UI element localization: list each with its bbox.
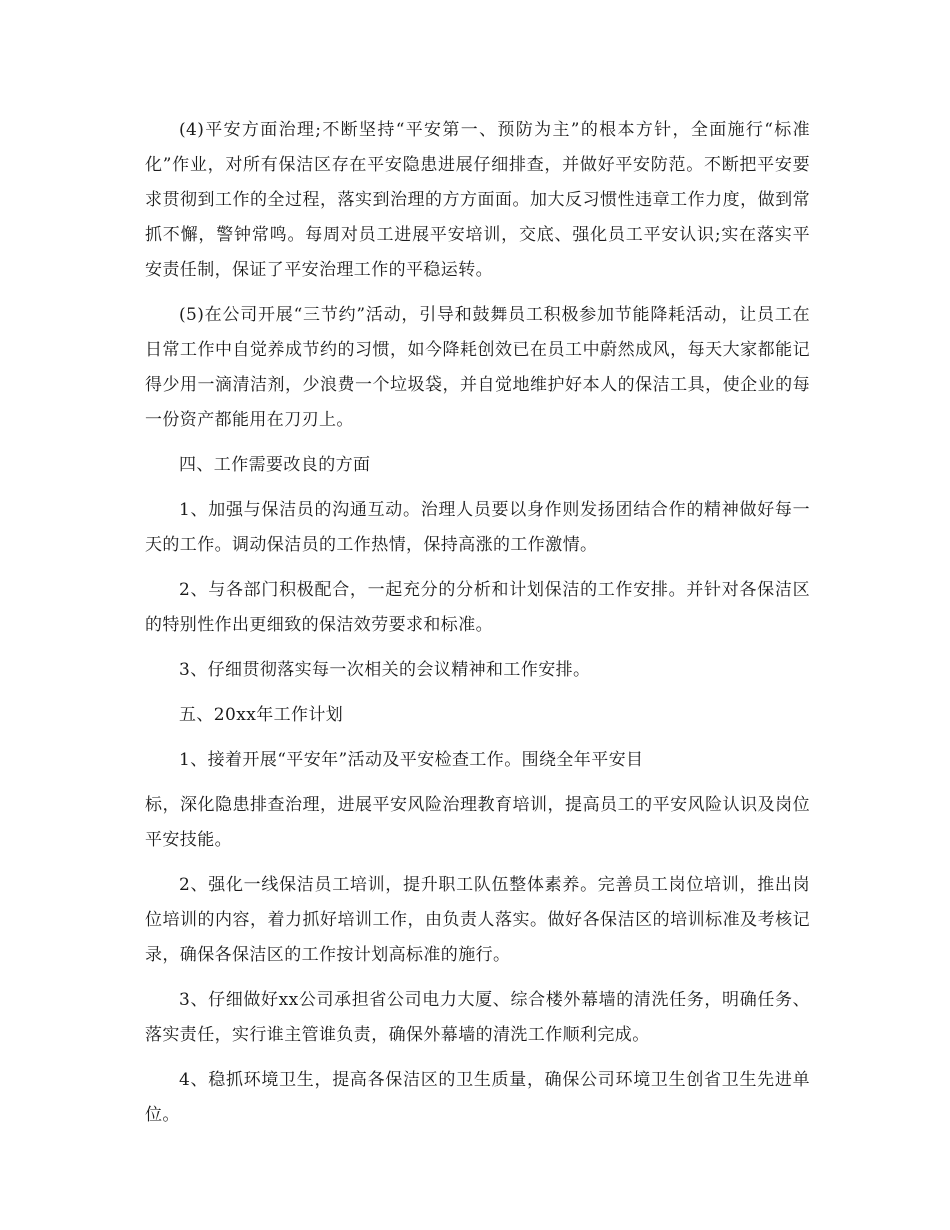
- paragraph-improvement-2: 2、与各部门积极配合，一起充分的分析和计划保洁的工作安排。并针对各保洁区的特别性作出更细致的保洁效劳要求和标准。: [145, 580, 810, 635]
- paragraph-improvement-1: 1、加强与保洁员的沟通互动。治理人员要以身作则发扬团结合作的精神做好每一天的工作。调动保洁员的工作热情，保持高涨的工作激情。: [145, 500, 810, 555]
- paragraph-plan-4: 4、稳抓环境卫生，提高各保洁区的卫生质量，确保公司环境卫生创省卫生先进单位。: [145, 1070, 810, 1125]
- section-heading-work-plan: 五、20xx年工作计划: [179, 705, 344, 725]
- paragraph-improvement-3: 3、仔细贯彻落实每一次相关的会议精神和工作安排。: [179, 660, 591, 680]
- paragraph-three-savings: (5)在公司开展“三节约”活动，引导和鼓舞员工积极参加节能降耗活动，让员工在日常工作中自觉养成节约的习惯，如今降耗创效已在员工中蔚然成风，每天大家都能记得少用一滴清洁剂，少浪费一个垃圾袋，并自觉地维护好本人的保洁工具，使企业的每一份资产都能用在刀刃上。: [145, 305, 810, 430]
- paragraph-plan-3: 3、仔细做好xx公司承担省公司电力大厦、综合楼外幕墙的清洗任务，明确任务、落实责任，实行谁主管谁负责，确保外幕墙的清洗工作顺利完成。: [145, 990, 810, 1045]
- paragraph-plan-1-continued: 标，深化隐患排查治理，进展平安风险治理教育培训，提高员工的平安风险认识及岗位平安技能。: [145, 795, 810, 850]
- paragraph-plan-1: 1、接着开展“平安年”活动及平安检查工作。围绕全年平安目: [179, 750, 644, 770]
- document-page: [145, 113, 810, 1143]
- paragraph-safety-management: (4)平安方面治理;不断坚持“平安第一、预防为主”的根本方针，全面施行“标准化”作业，对所有保洁区存在平安隐患进展仔细排查，并做好平安防范。不断把平安要求贯彻到工作的全过程，落实到治理的方方面面。加大反习惯性违章工作力度，做到常抓不懈，警钟常鸣。每周对员工进展平安培训，交底、强化员工平安认识;实在落实平安责任制，保证了平安治理工作的平稳运转。: [145, 120, 810, 280]
- paragraph-plan-2: 2、强化一线保洁员工培训，提升职工队伍整体素养。完善员工岗位培训，推出岗位培训的内容，着力抓好培训工作，由负责人落实。做好各保洁区的培训标准及考核记录，确保各保洁区的工作按计划高标准的施行。: [145, 875, 810, 965]
- section-heading-improvements: 四、工作需要改良的方面: [179, 455, 371, 475]
